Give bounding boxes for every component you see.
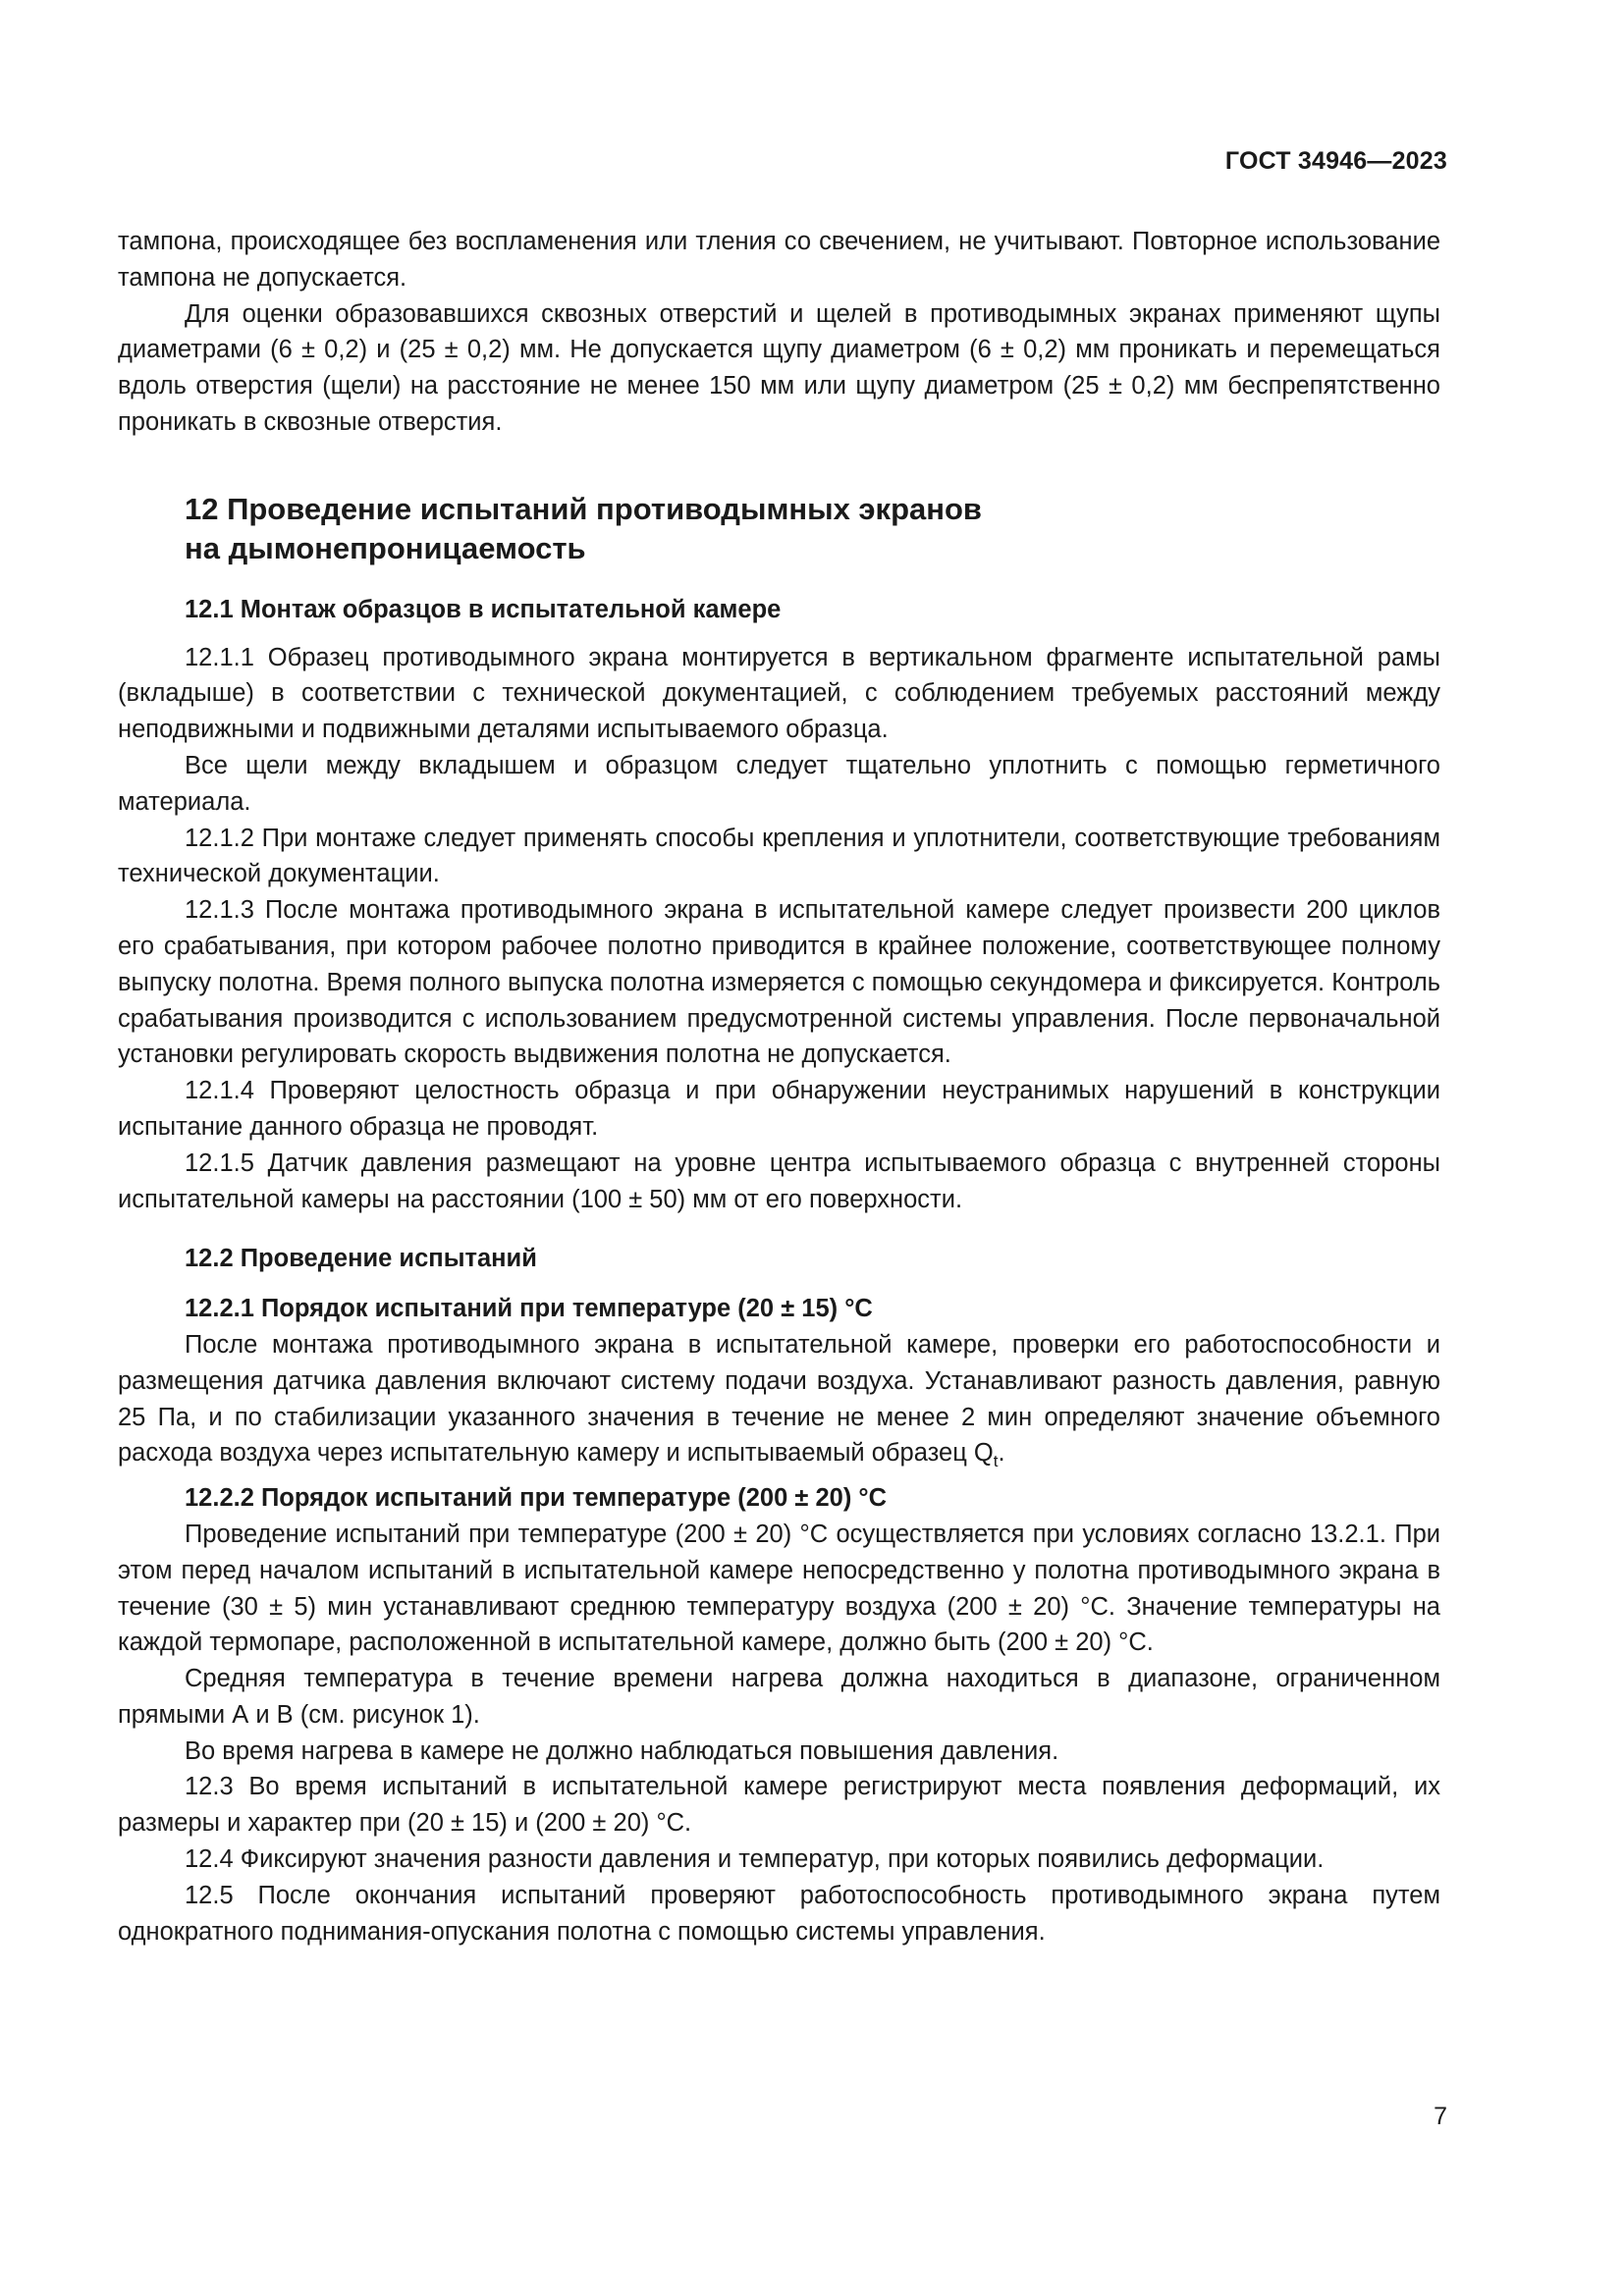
subsection-12-2-title: 12.2 Проведение испытаний bbox=[185, 1245, 537, 1273]
paragraph-12-2-2: Проведение испытаний при температуре (200 ± 20) °С осуществляется при условиях согласно 13.2.1. При этом перед началом испытаний в испытательной камере непосредственно у полотна противодымного экрана в течение (30 ± 5) мин устанавливают среднюю температуру воздуха (200 ± 20) °С. Значение температуры на каждой термопаре, расположенной в испытательной камере, должно быть (200 ± 20) °С. bbox=[118, 1520, 1440, 1657]
document-code: ГОСТ 34946—2023 bbox=[1224, 147, 1447, 175]
paragraph-12-1-5: 12.1.5 Датчик давления размещают на уровне центра испытываемого образца с внутренней стороны испытательной камеры на расстоянии (100 ± 50) мм от его поверхности. bbox=[118, 1148, 1440, 1213]
paragraph-intro-1: тампона, происходящее без воспламенения или тления со свечением, не учитывают. Повторное использование тампона не допускается. bbox=[118, 228, 1440, 292]
page-number: 7 bbox=[1434, 2103, 1447, 2130]
paragraph-12-2-2-cont: Средняя температура в течение времени нагрева должна находиться в диапазоне, ограниченном прямыми А и В (см. рисунок 1). bbox=[118, 1665, 1440, 1729]
paragraph-12-1-2: 12.1.2 При монтаже следует применять способы крепления и уплотнители, соответствующие требованиям технической документации. bbox=[118, 824, 1440, 888]
paragraph-12-1-3: 12.1.3 После монтажа противодымного экрана в испытательной камере следует произвести 200 циклов его срабатывания, при котором рабочее полотно приводится в крайнее положение, соответствующее полному выпуску полотна. Время полного выпуска полотна измеряется с помощью секундомера и фиксируется. Контроль срабатывания производится с использованием предусмотренной системы управления. После первоначальной установки регулировать скорость выдвижения полотна не допускается. bbox=[118, 896, 1440, 1069]
section-12-title-line-2: на дымонепроницаемость bbox=[185, 530, 586, 565]
paragraph-intro-2: Для оценки образовавшихся сквозных отверстий и щелей в противодымных экранах применяют щупы диаметрами (6 ± 0,2) и (25 ± 0,2) мм. Не допускается щупу диаметром (6 ± 0,2) мм проникать и перемещаться вдоль отверстия (щели) на расстояние не менее 150 мм или щупу диаметром (25 ± 0,2) мм беспрепятственно проникать в сквозные отверстия. bbox=[118, 299, 1440, 436]
paragraph-12-2-1-end: . bbox=[998, 1439, 1005, 1468]
paragraph-12-1-1: 12.1.1 Образец противодымного экрана монтируется в вертикальном фрагменте испытательной рамы (вкладыше) в соответствии с технической документацией, с соблюдением требуемых расстояний между неподвижными и подвижными деталями испытываемого образца. bbox=[118, 643, 1440, 744]
clause-12-2-2-title: 12.2.2 Порядок испытаний при температуре (200 ± 20) °С bbox=[185, 1484, 888, 1513]
document-body bbox=[118, 224, 1440, 1949]
section-12-title bbox=[185, 490, 1440, 568]
subsection-12-1-title: 12.1 Монтаж образцов в испытательной камере bbox=[185, 595, 782, 623]
paragraph-12-2-1-text: После монтажа противодымного экрана в испытательной камере, проверки его работоспособности и размещения датчика давления включают систему подачи воздуха. Устанавливают разность давления, равную 25 Па, и по стабилизации указанного значения в течение не менее 2 мин определяют значение объемного расхода воздуха через испытательную камеру и испытываемый образец Q bbox=[118, 1330, 1440, 1468]
paragraph-12-1-4: 12.1.4 Проверяют целостность образца и при обнаружении неустранимых нарушений в конструкции испытание данного образца не проводят. bbox=[118, 1077, 1440, 1141]
paragraph-12-2-1 bbox=[118, 1327, 1440, 1480]
paragraph-12-5: 12.5 После окончания испытаний проверяют работоспособность противодымного экрана путем однократного поднимания-опускания полотна с помощью системы управления. bbox=[118, 1881, 1440, 1946]
paragraph-12-3: 12.3 Во время испытаний в испытательной камере регистрируют места появления деформаций, их размеры и характер при (20 ± 15) и (200 ± 20) °С. bbox=[118, 1773, 1440, 1838]
paragraph-12-2-2-note: Во время нагрева в камере не должно наблюдаться повышения давления. bbox=[185, 1736, 1059, 1765]
paragraph-12-4: 12.4 Фиксируют значения разности давления и температур, при которых появились деформации. bbox=[185, 1845, 1325, 1874]
section-12-title-line-1: 12 Проведение испытаний противодымных экранов bbox=[185, 491, 982, 526]
paragraph-12-1-1-cont: Все щели между вкладышем и образцом следует тщательно уплотнить с помощью герметичного материала. bbox=[118, 751, 1440, 816]
subscript-t: t bbox=[993, 1452, 999, 1471]
clause-12-2-1-title: 12.2.1 Порядок испытаний при температуре (20 ± 15) °С bbox=[185, 1295, 873, 1323]
